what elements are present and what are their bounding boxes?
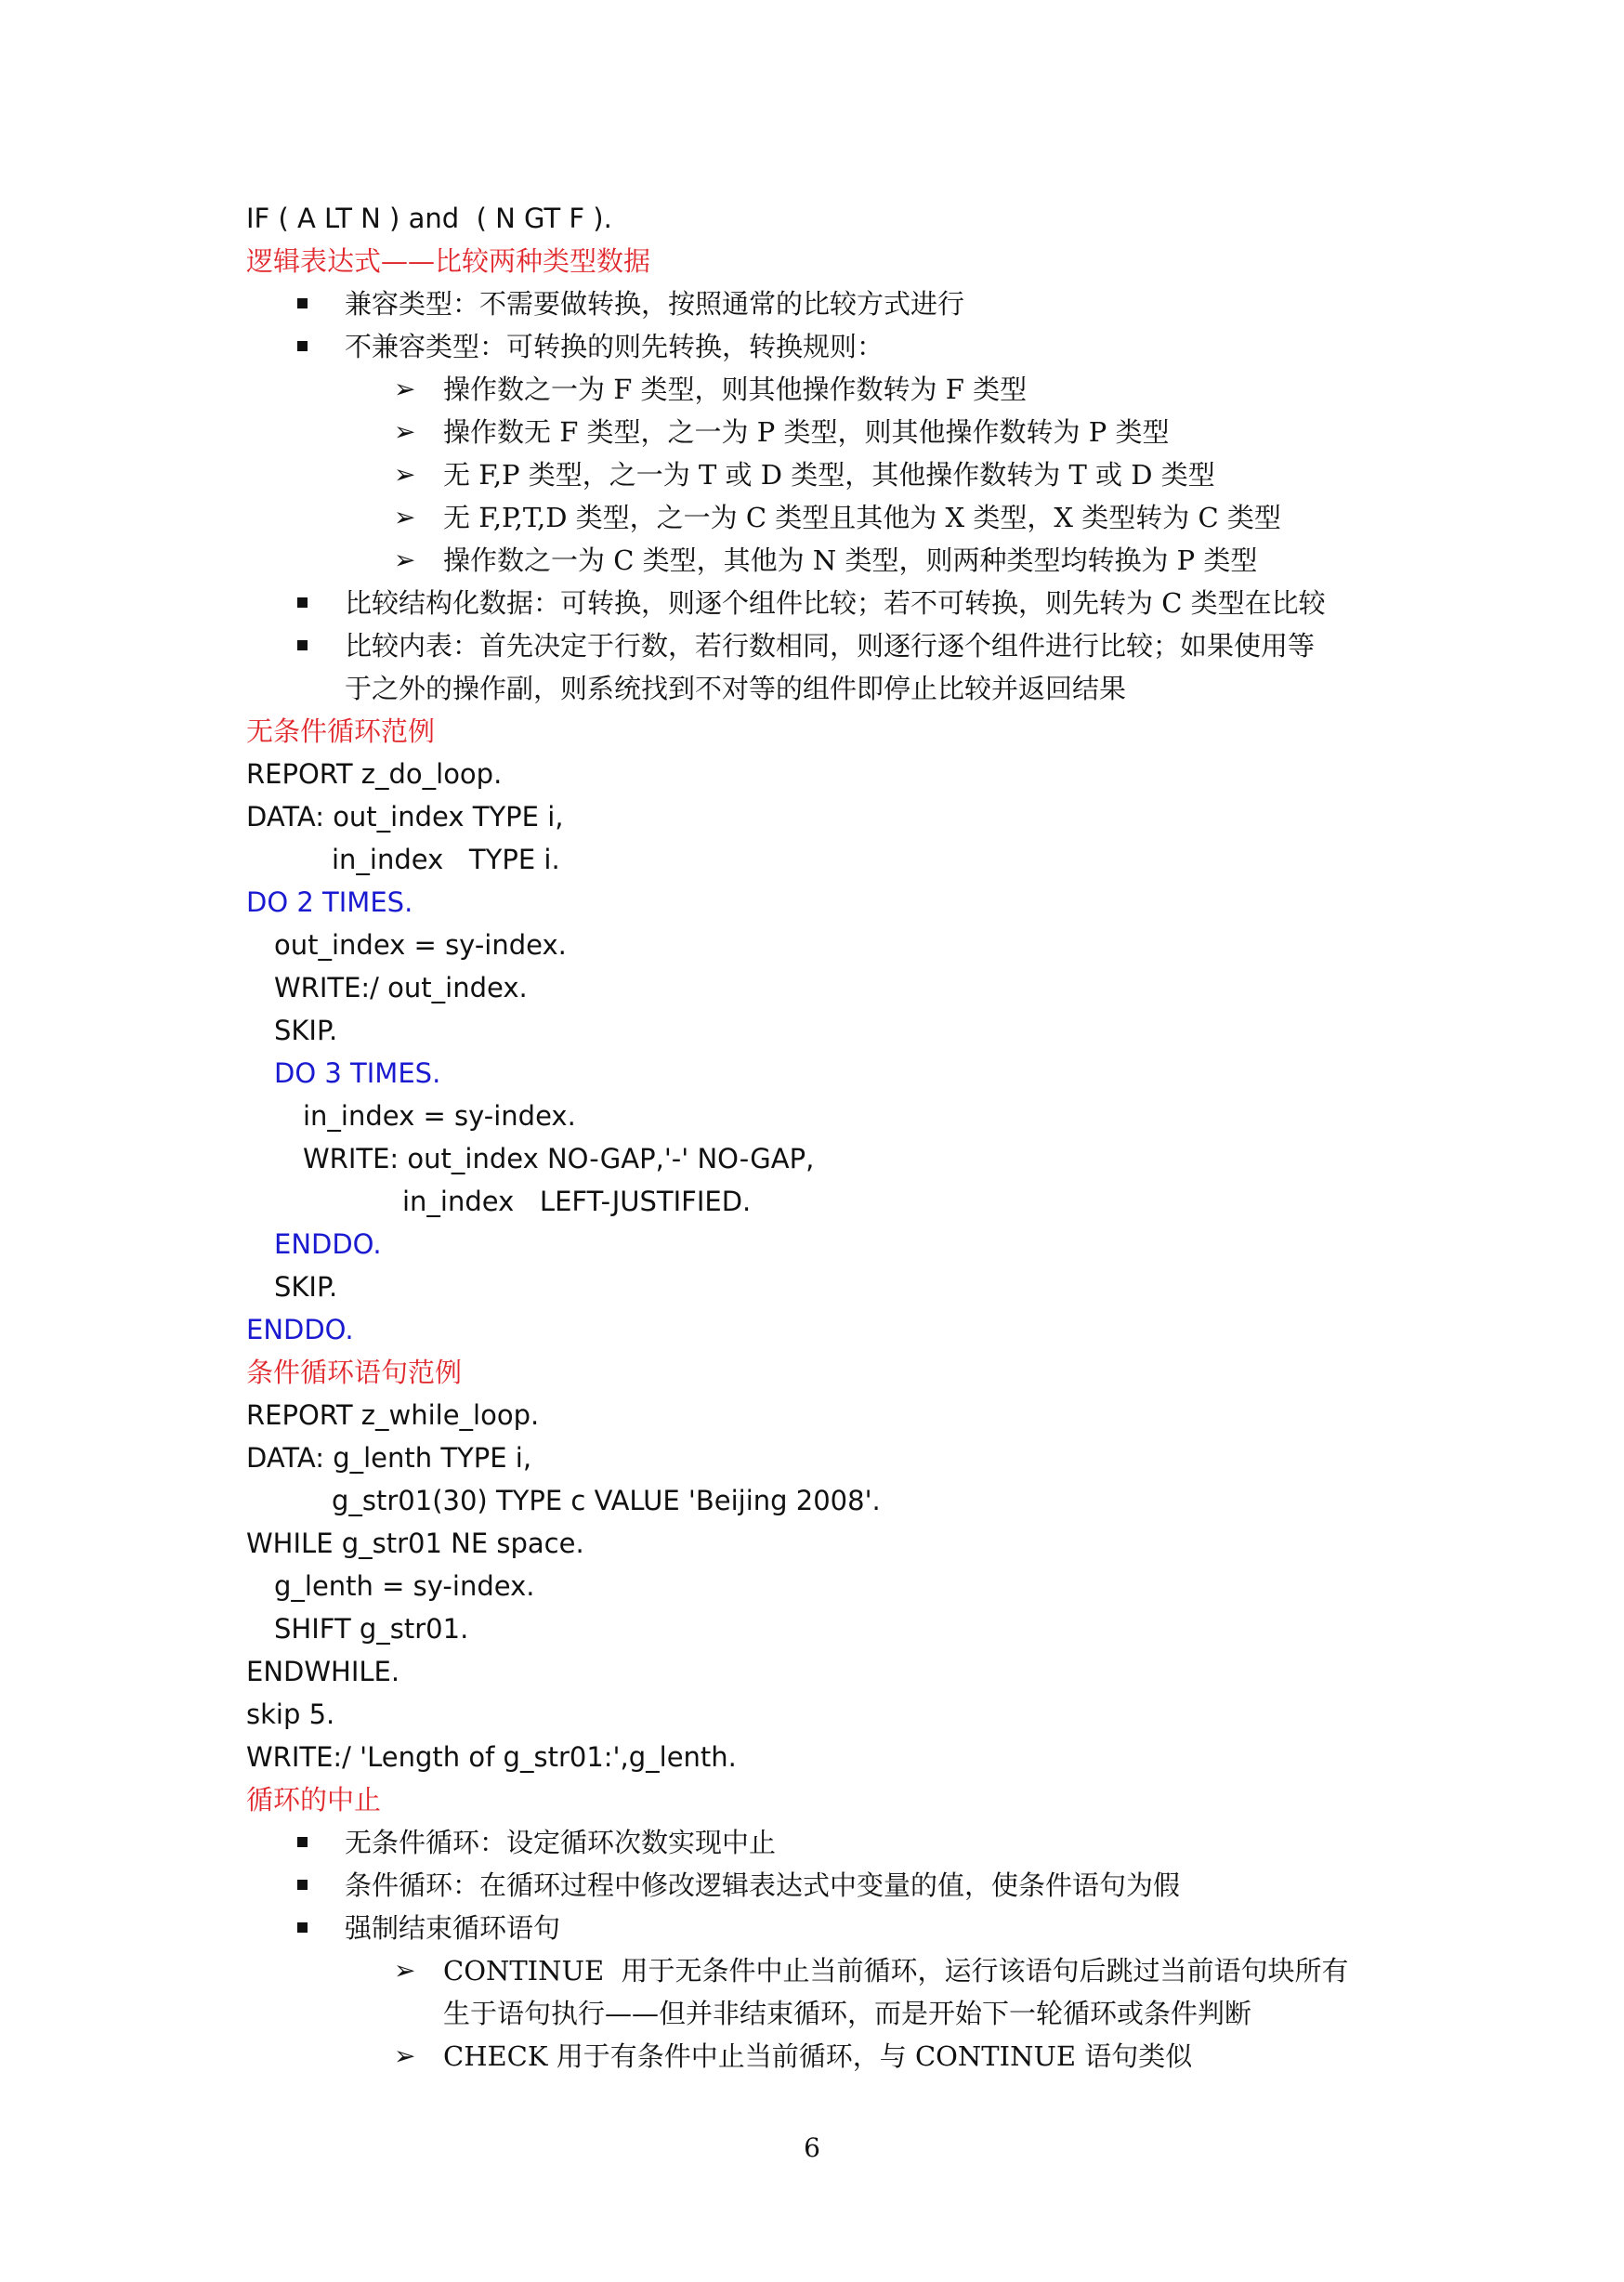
code-line: out_index = sy-index. bbox=[274, 929, 567, 961]
code-keyword-line: ENDDO. bbox=[274, 1228, 382, 1260]
list-item: 不兼容类型：可转换的则先转换，转换规则： bbox=[345, 331, 884, 362]
code-keyword-line: DO 2 TIMES. bbox=[246, 886, 413, 918]
code-line: WRITE: out_index NO-GAP,'-' NO-GAP, bbox=[303, 1143, 815, 1174]
code-line: WHILE g_str01 NE space. bbox=[246, 1528, 584, 1559]
code-line: WRITE:/ out_index. bbox=[274, 972, 528, 1003]
code-line: in_index LEFT-JUSTIFIED. bbox=[402, 1186, 752, 1217]
list-item: 强制结束循环语句 bbox=[345, 1912, 561, 1944]
list-item-continuation: 于之外的操作副，则系统找到不对等的组件即停止比较并返回结果 bbox=[345, 673, 1127, 704]
list-item: 操作数之一为 C 类型，其他为 N 类型，则两种类型均转换为 P 类型 bbox=[443, 544, 1258, 576]
code-line: REPORT z_do_loop. bbox=[246, 758, 503, 790]
list-item: 比较内表：首先决定于行数，若行数相同，则逐行逐个组件进行比较；如果使用等 bbox=[345, 630, 1316, 662]
code-line: REPORT z_while_loop. bbox=[246, 1399, 540, 1431]
arrow-bullet-icon: ➢ bbox=[394, 416, 416, 447]
list-item: 条件循环：在循环过程中修改逻辑表达式中变量的值，使条件语句为假 bbox=[345, 1869, 1181, 1901]
code-keyword-line: ENDDO. bbox=[246, 1314, 354, 1345]
code-line: IF ( A LT N ) and ( N GT F ). bbox=[246, 203, 612, 234]
square-bullet-icon bbox=[297, 341, 308, 351]
code-line: g_lenth = sy-index. bbox=[274, 1570, 535, 1602]
arrow-bullet-icon: ➢ bbox=[394, 544, 416, 575]
square-bullet-icon bbox=[297, 1880, 308, 1890]
section-heading: 条件循环语句范例 bbox=[246, 1357, 463, 1388]
code-line: skip 5. bbox=[246, 1698, 335, 1730]
code-line: SKIP. bbox=[274, 1015, 338, 1046]
code-line: ENDWHILE. bbox=[246, 1656, 400, 1687]
section-heading: 循环的中止 bbox=[246, 1784, 382, 1816]
list-item: CONTINUE 用于无条件中止当前循环，运行该语句后跳过当前语句块所有 bbox=[443, 1955, 1349, 1987]
code-line: in_index TYPE i. bbox=[332, 844, 560, 875]
list-item: 无 F,P 类型，之一为 T 或 D 类型，其他操作数转为 T 或 D 类型 bbox=[443, 459, 1215, 491]
page-number: 6 bbox=[804, 2132, 820, 2163]
code-line: DATA: out_index TYPE i, bbox=[246, 801, 564, 833]
section-heading: 无条件循环范例 bbox=[246, 715, 436, 747]
code-line: WRITE:/ 'Length of g_str01:',g_lenth. bbox=[246, 1741, 737, 1773]
square-bullet-icon bbox=[297, 640, 308, 650]
section-heading: 逻辑表达式——比较两种类型数据 bbox=[246, 245, 651, 277]
arrow-bullet-icon: ➢ bbox=[394, 374, 416, 404]
list-item: 兼容类型：不需要做转换，按照通常的比较方式进行 bbox=[345, 288, 965, 320]
arrow-bullet-icon: ➢ bbox=[394, 502, 416, 532]
code-line: SKIP. bbox=[274, 1271, 338, 1303]
square-bullet-icon bbox=[297, 298, 308, 308]
list-item: 比较结构化数据：可转换，则逐个组件比较；若不可转换，则先转为 C 类型在比较 bbox=[345, 587, 1326, 619]
square-bullet-icon bbox=[297, 597, 308, 608]
code-line: SHIFT g_str01. bbox=[274, 1613, 469, 1645]
arrow-bullet-icon: ➢ bbox=[394, 459, 416, 490]
list-item: 无条件循环：设定循环次数实现中止 bbox=[345, 1827, 777, 1858]
list-item: 操作数之一为 F 类型，则其他操作数转为 F 类型 bbox=[443, 374, 1028, 405]
code-line: g_str01(30) TYPE c VALUE 'Beijing 2008'. bbox=[332, 1485, 881, 1516]
arrow-bullet-icon: ➢ bbox=[394, 1955, 416, 1986]
square-bullet-icon bbox=[297, 1922, 308, 1933]
code-line: DATA: g_lenth TYPE i, bbox=[246, 1442, 532, 1474]
code-keyword-line: DO 3 TIMES. bbox=[274, 1057, 441, 1089]
code-line: in_index = sy-index. bbox=[303, 1100, 576, 1132]
arrow-bullet-icon: ➢ bbox=[394, 2040, 416, 2071]
list-item: 操作数无 F 类型，之一为 P 类型，则其他操作数转为 P 类型 bbox=[443, 416, 1170, 448]
list-item-continuation: 生于语句执行——但并非结束循环，而是开始下一轮循环或条件判断 bbox=[443, 1998, 1252, 2029]
list-item: 无 F,P,T,D 类型，之一为 C 类型且其他为 X 类型，X 类型转为 C 类型 bbox=[443, 502, 1281, 533]
list-item: CHECK 用于有条件中止当前循环，与 CONTINUE 语句类似 bbox=[443, 2040, 1193, 2072]
square-bullet-icon bbox=[297, 1837, 308, 1847]
